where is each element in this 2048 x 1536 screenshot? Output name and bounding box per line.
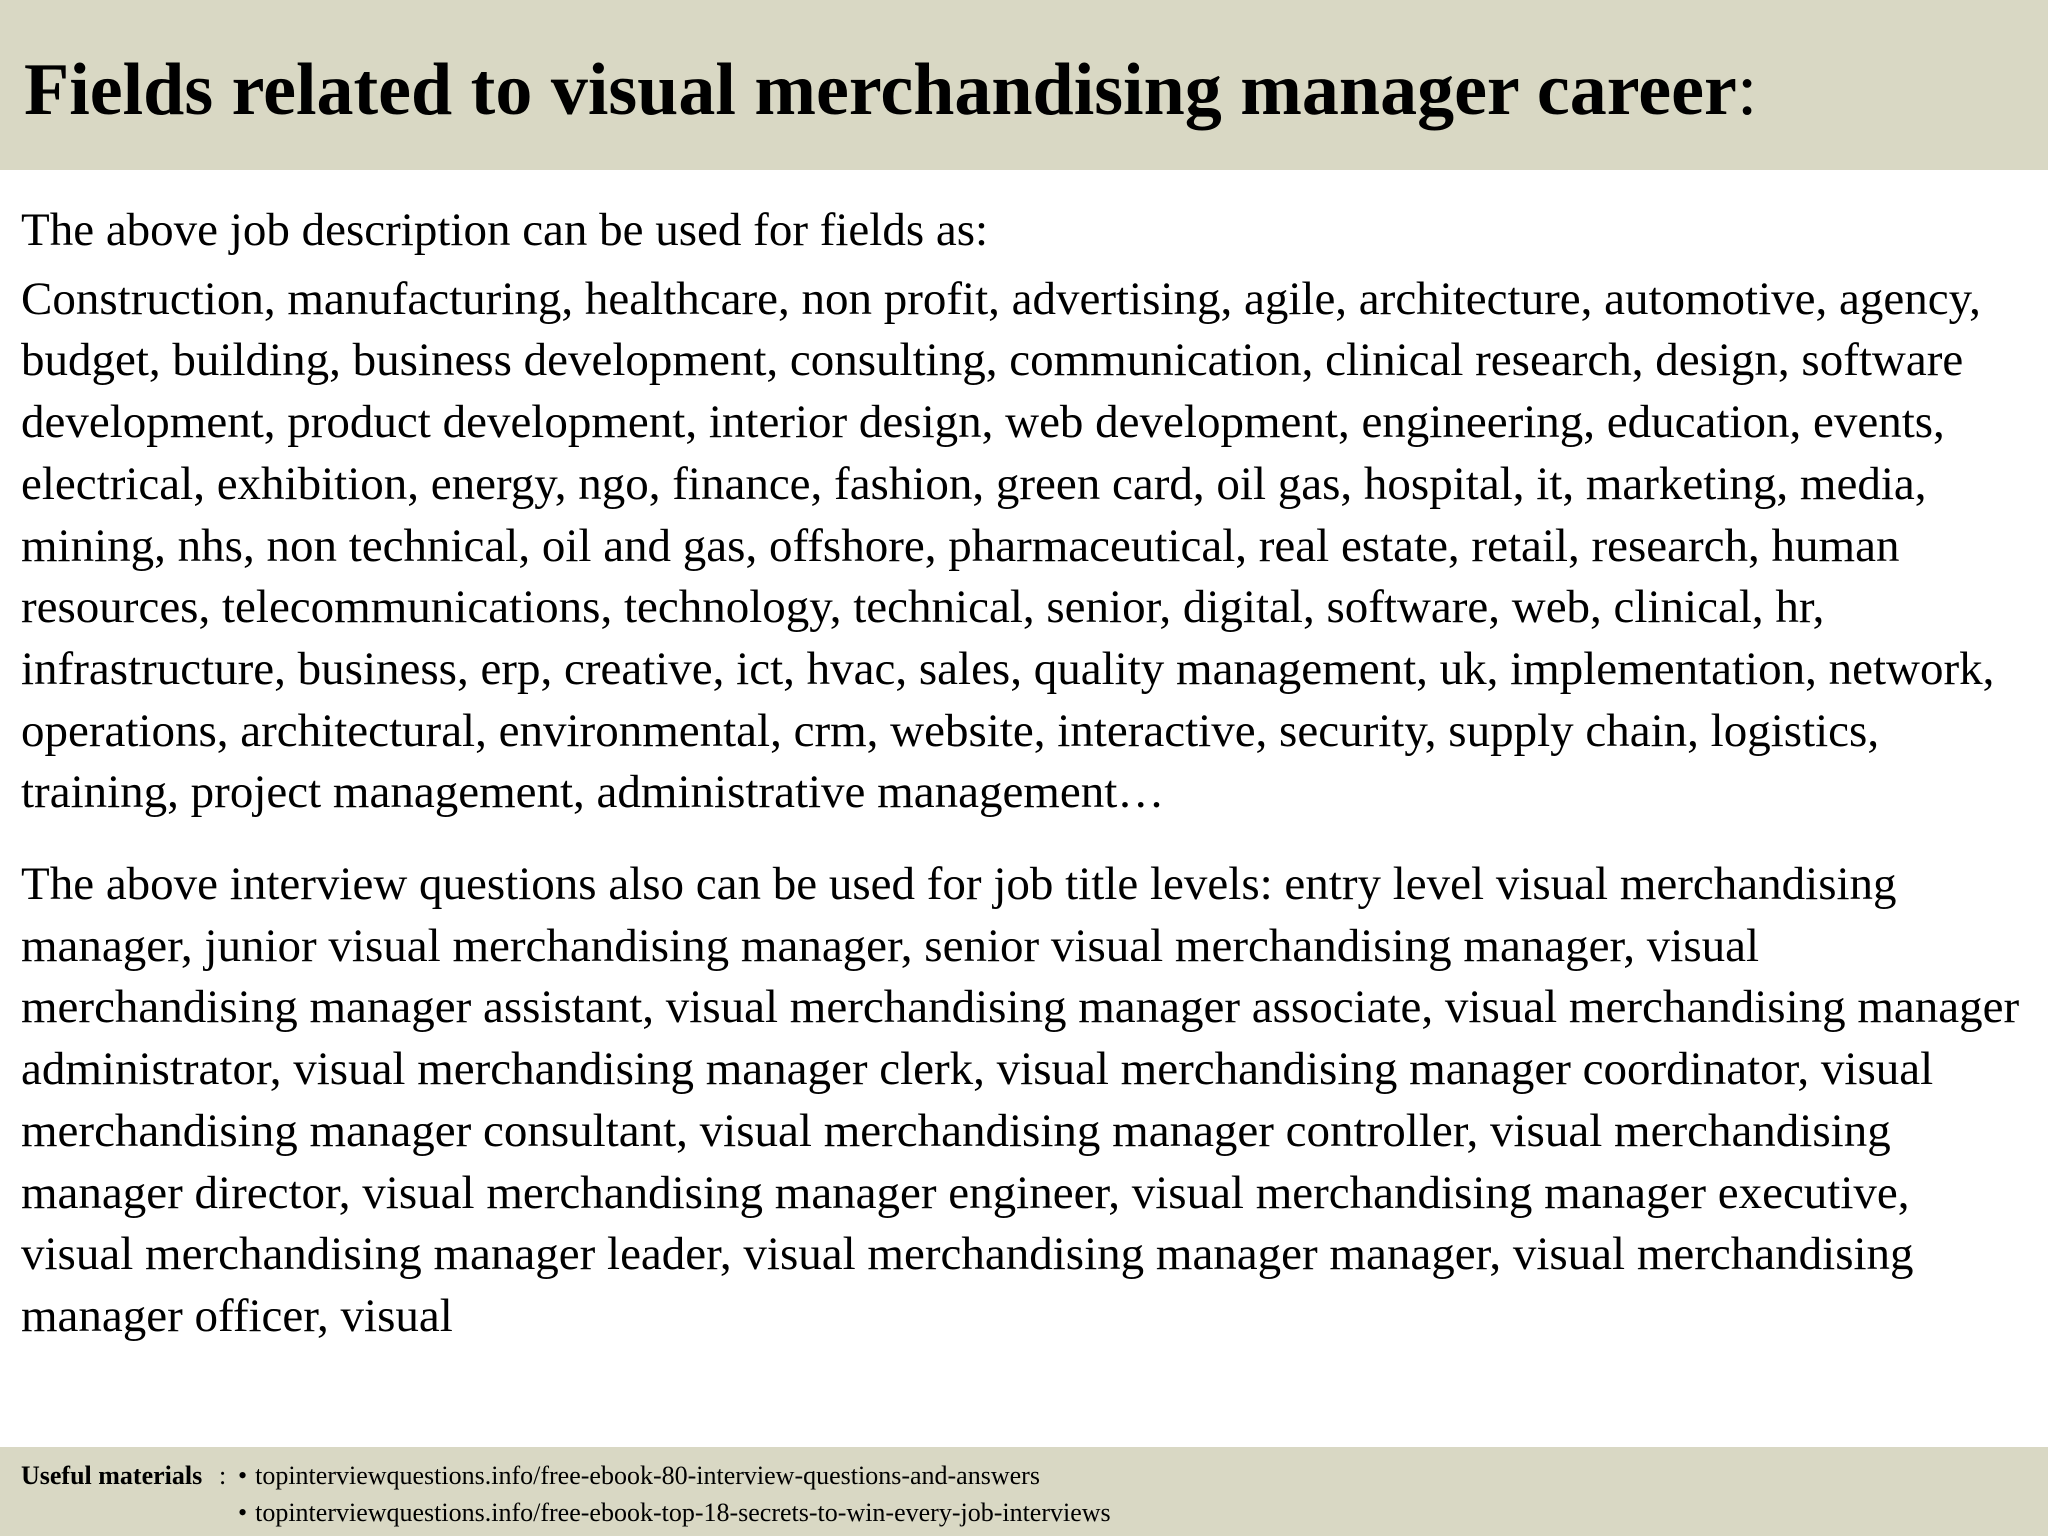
footer-link-ebook-80-questions[interactable] (238, 1458, 1040, 1494)
bullet-icon: • (238, 1498, 248, 1527)
footer-link-text: topinterviewquestions.info/free-ebook-80-interview-questions-and-answers (255, 1461, 1040, 1490)
footer-bar (0, 1447, 2048, 1536)
slide-title (24, 44, 1757, 136)
intro-paragraph: The above job description can be used for fields as: (21, 204, 989, 256)
slide-title-colon: : (1736, 49, 1758, 131)
bullet-icon: • (238, 1461, 248, 1490)
useful-materials-colon: : (219, 1461, 227, 1490)
job-levels-paragraph: The above interview questions also can be used for job title levels: entry level visual merchandising manager, junior visual merchandising manager, senior visual merchandising manager, visual merchandising manager assistant, visual merchandising manager associate, visual merchandising manager administrator, visual merchandising manager clerk, visual merchandising manager coordinator, visual merchandising manager consultant, visual merchandising manager controller, visual merchandising manager director, visual merchandising manager engineer, visual merchandising manager executive, visual merchandising manager leader, visual merchandising manager manager, visual merchandising manager officer, visual (21, 858, 2020, 1342)
fields-paragraph: Construction, manufacturing, healthcare, non profit, advertising, agile, architecture, automotive, agency, budget, building, business development, consulting, communication, clinical research, design, software development, product development, interior design, web development, engineering, education, events, electrical, exhibition, energy, ngo, finance, fashion, green card, oil gas, hospital, it, marketing, media, mining, nhs, non technical, oil and gas, offshore, pharmaceutical, real estate, retail, research, human resources, telecommunications, technology, technical, senior, digital, software, web, clinical, hr, infrastructure, business, erp, creative, ict, hvac, sales, quality management, uk, implementation, network, operations, architectural, environmental, crm, website, interactive, security, supply chain, logistics, training, project management, administrative management… (21, 272, 1995, 819)
footer-link-text: topinterviewquestions.info/free-ebook-top-18-secrets-to-win-every-job-interviews (255, 1498, 1111, 1527)
useful-materials-label: Useful materials (21, 1461, 203, 1490)
footer-link-ebook-18-secrets[interactable] (238, 1495, 1111, 1531)
slide-body (21, 200, 2031, 1445)
slide-title-text: Fields related to visual merchandising manager career (24, 49, 1737, 131)
title-bar (0, 0, 2048, 170)
